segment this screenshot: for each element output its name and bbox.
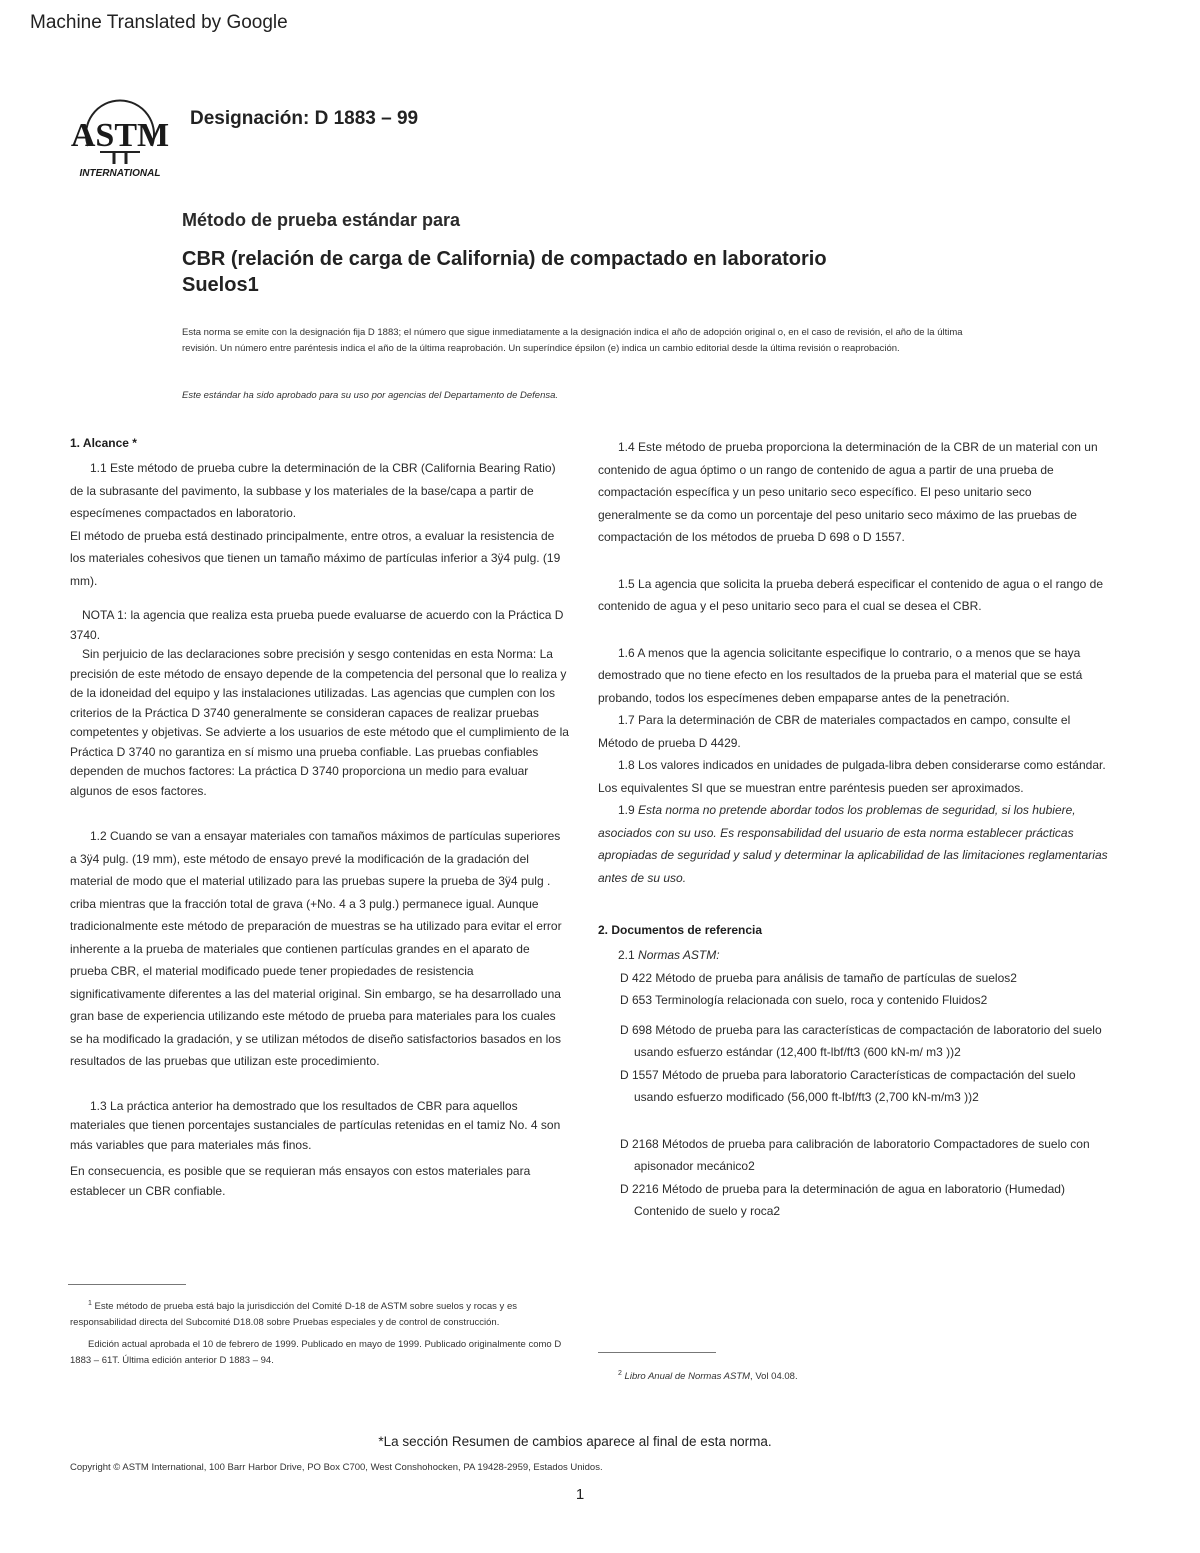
page-number: 1 [575, 1486, 585, 1503]
footnote-divider-left [68, 1284, 186, 1285]
paragraph-1-1: 1.1 Este método de prueba cubre la determinación de la CBR (California Bearing Ratio) de la subrasante del pavimento, la subbase y los materiales de la base/capa a partir de especímenes compactados en laboratorio. [70, 461, 556, 520]
astm-logo-icon [70, 88, 170, 180]
paragraph-1-3b: En consecuencia, es posible que se requieran más ensayos con estos materiales para establecer un CBR confiable. [70, 1164, 531, 1198]
section-2-heading: 2. Documentos de referencia [598, 923, 763, 937]
footnote-1 [70, 1296, 565, 1331]
dod-approval-note: Este estándar ha sido aprobado para su uso por agencias del Departamento de Defensa. [182, 390, 559, 401]
paragraph-1-5: 1.5 La agencia que solicita la prueba deberá especificar el contenido de agua o el rango de contenido de agua y el peso unitario seco para el cual se desea el CBR. [598, 576, 1104, 613]
footnote-2 [618, 1366, 1098, 1385]
right-column [598, 436, 1108, 1223]
title-line-1: CBR (relación de carga de California) de compactado en laboratorio [182, 248, 827, 270]
paragraph-2-1-number: 2.1 [618, 948, 635, 962]
paragraph-1-9-text: Esta norma no pretende abordar todos los problemas de seguridad, si los hubiere, asociados con su uso. Es responsabilidad del usuario de esta norma establecer prácticas apropiadas de seguridad y salud y determinar la aplicabilidad de las limitaciones reglamentarias antes de su uso. [598, 803, 1108, 885]
note-1: NOTA 1: la agencia que realiza esta prueba puede evaluarse de acuerdo con la Práctica D 3740. [70, 608, 564, 642]
reference-item: D 653 Terminología relacionada con suelo, roca y contenido Fluidos2 [620, 993, 988, 1007]
section-1-heading: 1. Alcance * [70, 436, 137, 450]
left-column [70, 436, 570, 1201]
footnote-1-text: Este método de prueba está bajo la jurisdicción del Comité D-18 de ASTM sobre suelos y rocas y es responsabilidad directa del Subcomité D18.08 sobre Pruebas especiales y de control de construcción. [70, 1301, 517, 1329]
copyright-line: Copyright © ASTM International, 100 Barr Harbor Drive, PO Box C700, West Conshohocken, PA 19428-2959, Estados Unidos. [70, 1462, 603, 1473]
reference-item: D 2216 Método de prueba para la determinación de agua en laboratorio (Humedad) Contenido de suelo y roca2 [620, 1181, 1065, 1218]
paragraph-1-4: 1.4 Este método de prueba proporciona la determinación de la CBR de un material con un contenido de agua óptimo o un rango de contenido de agua a partir de una prueba de compactación específica y un peso unitario seco específico. El peso unitario seco generalmente se da como un porcentaje del peso unitario seco máximo de las pruebas de compactación de los métodos de prueba D 698 o D 1557. [598, 440, 1098, 544]
logo-subtext: INTERNATIONAL [79, 168, 161, 179]
footnote-2-book: Libro Anual de Normas ASTM [624, 1371, 751, 1383]
footnote-1-edition: Edición actual aprobada el 10 de febrero de 1999. Publicado en mayo de 1999. Publicado originalmente como D 1883 – 61T. Última edición anterior D 1883 – 94. [70, 1339, 562, 1367]
title-prefix: Método de prueba estándar para [182, 210, 461, 230]
document-title [182, 246, 982, 298]
paragraph-2-1-text: Normas ASTM: [638, 948, 720, 962]
footnote-1-mark: 1 [88, 1300, 92, 1307]
paragraph-1-8: 1.8 Los valores indicados en unidades de pulgada-libra deben considerarse como estándar. Los equivalentes SI que se muestran entre paréntesis pueden ser aproximados. [598, 758, 1106, 795]
paragraph-1-9 [598, 799, 1108, 889]
footnote-2-mark: 2 [618, 1370, 622, 1377]
paragraph-1-3: 1.3 La práctica anterior ha demostrado que los resultados de CBR para aquellos materiales que tienen porcentajes sustanciales de partículas retenidas en el tamiz No. 4 son más variables que para materiales más finos. [70, 1098, 561, 1152]
astm-logo [70, 88, 170, 180]
reference-item: D 698 Método de prueba para las características de compactación de laboratorio del suelo usando esfuerzo estándar (12,400 ft-lbf/ft3 (600 kN-m/ m3 ))2 [620, 1022, 1102, 1059]
reference-item: D 1557 Método de prueba para laboratorio Características de compactación del suelo usando esfuerzo modificado (56,000 ft-lbf/ft3 (2,700 kN-m/m3 ))2 [620, 1067, 1076, 1104]
paragraph-2-1 [598, 944, 1108, 967]
paragraph-1-7: 1.7 Para la determinación de CBR de materiales compactados en campo, consulte el Método de prueba D 4429. [598, 713, 1071, 750]
title-line-2: Suelos1 [182, 274, 259, 296]
paragraph-1-1b: El método de prueba está destinado principalmente, entre otros, a evaluar la resistencia de los materiales cohesivos que tienen un tamaño máximo de partículas inferior a 3ÿ4 pulg. (19 mm). [70, 528, 561, 588]
reference-item: D 422 Método de prueba para análisis de tamaño de partículas de suelos2 [620, 970, 1017, 985]
note-1-caveat: Sin perjuicio de las declaraciones sobre precisión y sesgo contenidas en esta Norma: La precisión de este método de ensayo depende de la competencia del personal que lo realiza y de la idoneidad del equipo y las instalaciones utilizadas. Las agencias que cumplen con los criterios de la Práctica D 3740 generalmente se consideran capaces de realizar pruebas competentes y objetivas. Se advierte a los usuarios de este método que el cumplimiento de la Práctica D 3740 no garantiza en sí mismo una prueba confiable. Las pruebas confiables dependen de muchos factores: La práctica D 3740 proporciona un medio para evaluar algunos de esos factores. [70, 647, 569, 798]
paragraph-1-6: 1.6 A menos que la agencia solicitante especifique lo contrario, o a menos que se haya demostrado que no tiene efecto en los resultados de la prueba para el material que se está probando, todos los especímenes deben empaparse antes de la penetración. [598, 645, 1083, 705]
paragraph-1-9-number: 1.9 [618, 803, 635, 817]
footnote-divider-right [598, 1352, 716, 1353]
standard-issue-note: Esta norma se emite con la designación fija D 1883; el número que sigue inmediatamente a la designación indica el año de adopción original o, en el caso de revisión, el año de la última revisión. Un número entre paréntesis indica el año de la última reaprobación. Un superíndice épsilon (e) indica un cambio editorial desde la última revisión o reaprobación. [182, 327, 963, 354]
footnote-2-volume: , Vol 04.08. [750, 1371, 798, 1383]
footnotes-left [70, 1296, 565, 1369]
summary-of-changes-note: *La sección Resumen de cambios aparece al final de esta norma. [378, 1434, 772, 1449]
designation: Designación: D 1883 – 99 [190, 108, 419, 129]
logo-text: ASTM [70, 117, 170, 154]
paragraph-1-2: 1.2 Cuando se van a ensayar materiales con tamaños máximos de partículas superiores a 3ÿ4 pulg. (19 mm), este método de ensayo prevé la modificación de la gradación del material de modo que el material utilizado para las pruebas supere la prueba de 3ÿ4 pulg . criba mientras que la fracción total de grava (+No. 4 a 3 pulg.) permanece igual. Aunque tradicionalmente este método de preparación de muestras se ha utilizado para evitar el error inherente a la prueba de materiales que contienen partículas grandes en el aparato de prueba CBR, el material modificado puede tener propiedades de resistencia significativamente diferentes a las del material original. Sin embargo, se ha desarrollado una gran base de experiencia utilizando este método de prueba para materiales para los cuales se ha modificado la gradación, y se utilizan métodos de diseño satisfactorios basados en los resultados de las pruebas que utilizan este procedimiento. [70, 829, 562, 1068]
reference-item: D 2168 Métodos de prueba para calibración de laboratorio Compactadores de suelo con apisonador mecánico2 [620, 1136, 1090, 1173]
machine-translated-banner: Machine Translated by Google [30, 12, 288, 33]
